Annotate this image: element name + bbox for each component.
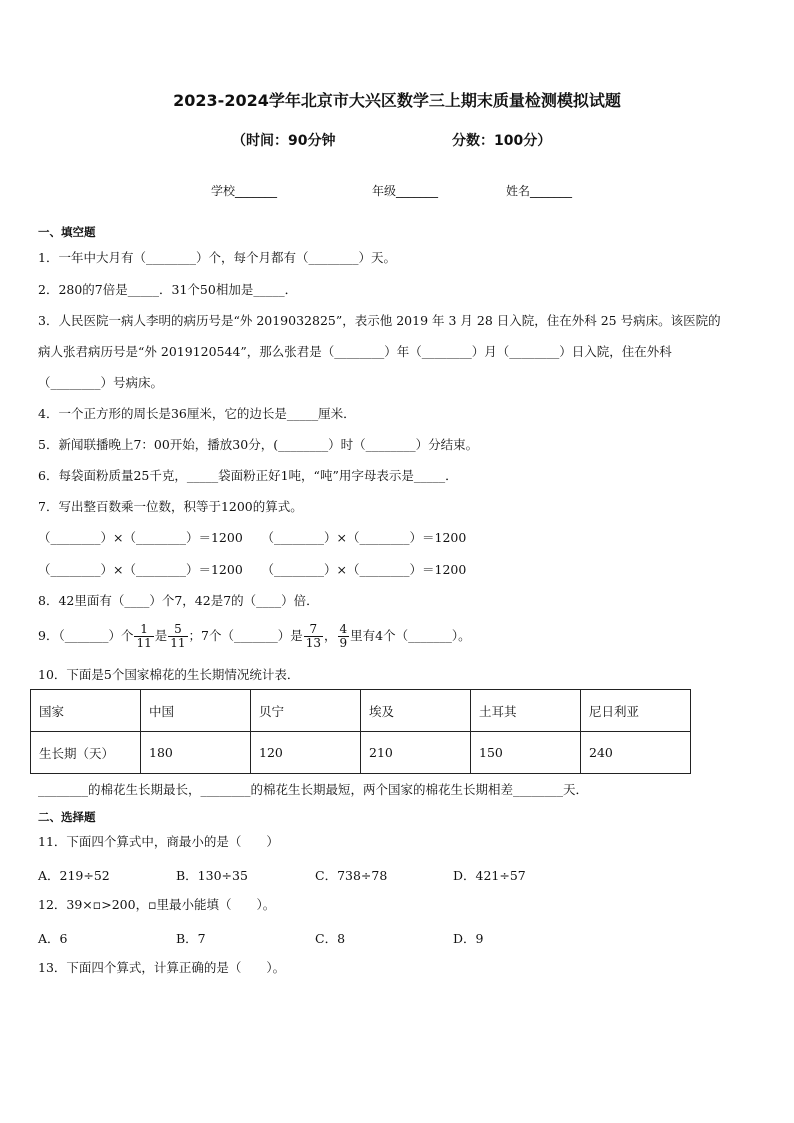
question-7-row-1: （________）×（________）＝1200 （________）×（________）＝1200	[38, 530, 467, 545]
fraction-numerator: 7	[304, 623, 323, 637]
fraction-4-9	[338, 623, 350, 650]
table-cell: 180	[141, 732, 251, 774]
question-7: 7．写出整百数乘一位数，积等于1200的算式。	[38, 499, 303, 514]
fraction-denominator: 13	[305, 636, 322, 650]
total-score: 分数：100分）	[452, 133, 552, 149]
table-cell: 埃及	[361, 690, 471, 732]
question-10: 10．下面是5个国家棉花的生长期情况统计表．	[38, 667, 300, 682]
question-9-part-3: ；7个（_______）是	[188, 628, 303, 643]
school-field: 学校_______	[211, 184, 278, 198]
question-4: 4．一个正方形的周长是36厘米，它的边长是_____厘米．	[38, 406, 356, 421]
fraction-numerator: 4	[339, 622, 348, 636]
question-9-part-2: 是	[154, 628, 168, 643]
question-12-option-a: A．6	[38, 931, 68, 946]
table-cell: 中国	[141, 690, 251, 732]
question-1: 1．一年中大月有（________）个，每个月都有（________）天。	[38, 250, 396, 265]
name-field: 姓名_______	[506, 184, 573, 198]
question-6: 6．每袋面粉质量25千克，_____袋面粉正好1吨，“吨”用字母表示是_____．	[38, 468, 458, 483]
table-row	[31, 732, 691, 774]
question-11-option-c: C．738÷78	[315, 868, 388, 883]
question-13: 13．下面四个算式，计算正确的是（ ）。	[38, 960, 286, 975]
grade-field: 年级_______	[372, 184, 439, 198]
fraction-7-13	[304, 623, 323, 650]
fraction-1-11	[134, 623, 153, 650]
fraction-denominator: 9	[339, 636, 348, 650]
table-header-row	[31, 690, 691, 732]
cotton-growth-table	[30, 689, 691, 774]
question-12-option-b: B．7	[176, 931, 206, 946]
section-fill-blank-heading: 一、填空题	[38, 225, 96, 239]
exam-title: 2023-2024学年北京市大兴区数学三上期末质量检测模拟试题	[173, 91, 621, 110]
table-cell: 土耳其	[471, 690, 581, 732]
section-choice-heading: 二、选择题	[38, 810, 96, 824]
fraction-5-11	[168, 623, 187, 650]
question-10-answer-line: ________的棉花生长期最长，________的棉花生长期最短，两个国家的棉花生长期相差________天．	[38, 782, 589, 797]
fraction-denominator: 11	[170, 636, 186, 650]
question-12-option-d: D．9	[453, 931, 484, 946]
question-7-row-2: （________）×（________）＝1200 （________）×（________）＝1200	[38, 562, 467, 577]
question-9-part-4: ，	[324, 628, 337, 643]
question-9-part-5: 里有4个（_______）。	[350, 628, 471, 643]
table-cell: 210	[361, 732, 471, 774]
fraction-numerator: 1	[134, 623, 153, 637]
question-11-option-a: A．219÷52	[38, 868, 110, 883]
question-11: 11．下面四个算式中，商最小的是（ ）	[38, 834, 279, 849]
question-11-option-d: D．421÷57	[453, 868, 526, 883]
table-cell: 240	[581, 732, 691, 774]
table-cell: 国家	[31, 690, 141, 732]
question-9-part-1: 9．（_______）个	[38, 628, 134, 643]
question-12: 12．39×▫>200，▫里最小能填（ ）。	[38, 897, 276, 912]
question-3-line-1: 3．人民医院一病人李明的病历号是“外 2019032825”，表示他 2019 年 3 月 28 日入院，住在外科 25 号病床。该医院的	[38, 313, 721, 328]
question-2: 2．280的7倍是_____．31个50相加是_____．	[38, 282, 298, 297]
table-cell: 120	[251, 732, 361, 774]
question-5: 5．新闻联播晚上7：00开始，播放30分，(________）时（________）分结束。	[38, 437, 479, 452]
table-cell: 150	[471, 732, 581, 774]
question-3-line-2: 病人张君病历号是“外 2019120544”，那么张君是（________）年（________）月（________）日入院，住在外科	[38, 344, 672, 359]
time-limit: （时间：90分钟	[232, 133, 336, 149]
question-11-option-b: B．130÷35	[176, 868, 248, 883]
table-cell: 生长期（天）	[31, 732, 141, 774]
fraction-numerator: 5	[168, 623, 187, 637]
question-3-line-3: （________）号病床。	[38, 375, 164, 390]
table-cell: 尼日利亚	[581, 690, 691, 732]
question-9	[38, 621, 471, 651]
fraction-denominator: 11	[136, 636, 152, 650]
question-12-option-c: C．8	[315, 931, 346, 946]
question-8: 8．42里面有（____）个7，42是7的（____）倍．	[38, 593, 319, 608]
table-cell: 贝宁	[251, 690, 361, 732]
